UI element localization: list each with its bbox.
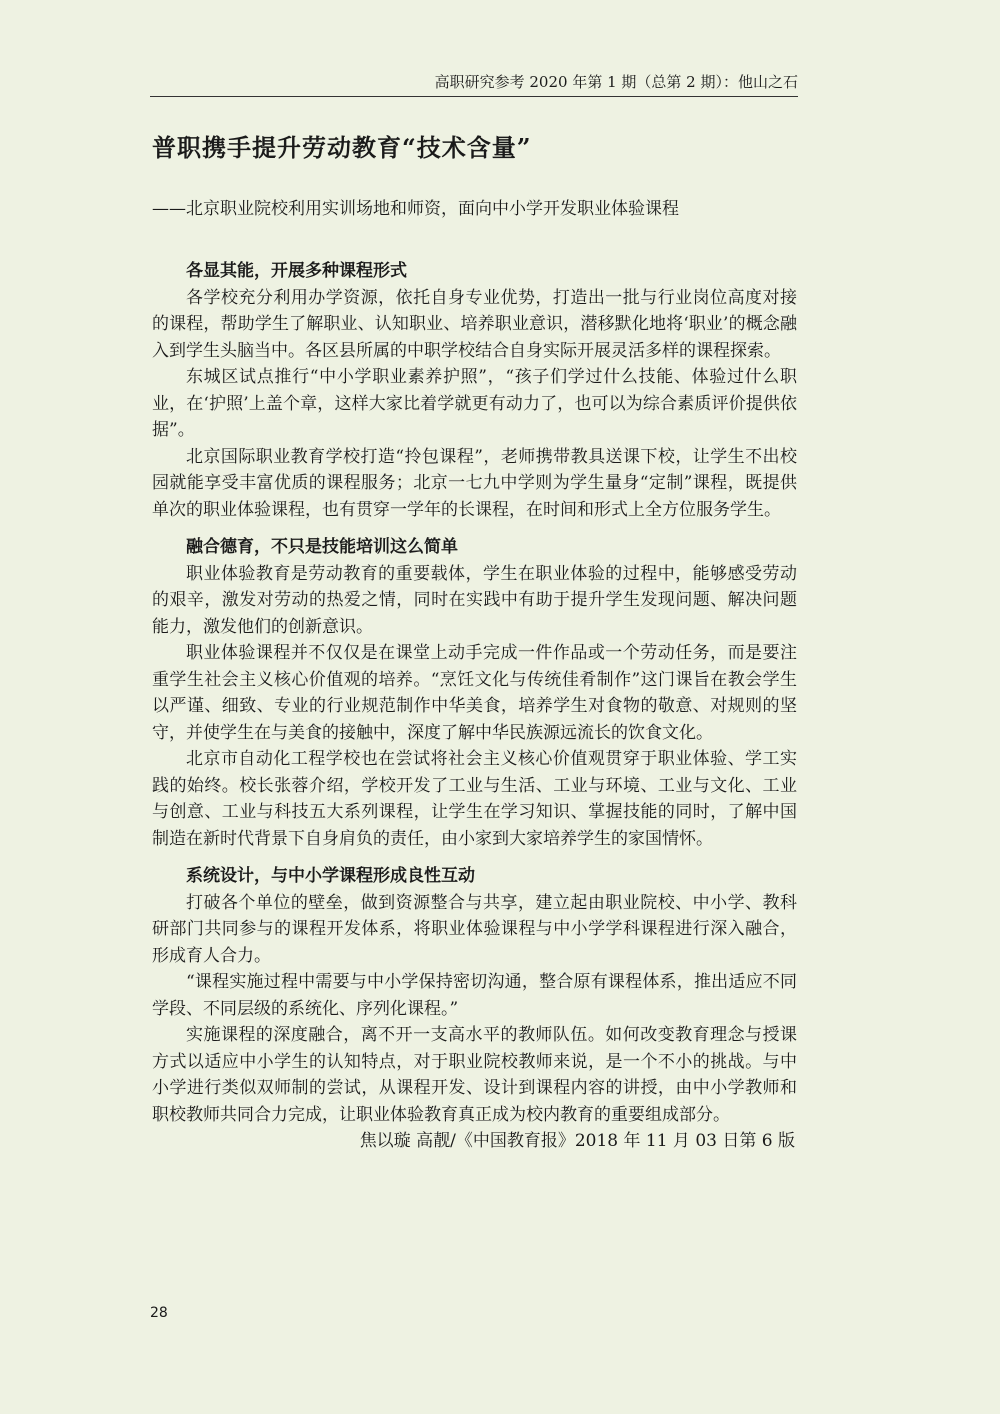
paragraph: 打破各个单位的壁垒，做到资源整合与共享，建立起由职业院校、中小学、教科研部门共同参与的课程开发体系，将职业体验课程与中小学学科课程进行深入融合，形成育人合力。 [152, 892, 797, 966]
paragraph: 实施课程的深度融合，离不开一支高水平的教师队伍。如何改变教育理念与授课方式以适应中小学生的认知特点，对于职业院校教师来说，是一个不小的挑战。与中小学进行类似双师制的尝试，从课程开发、设计到课程内容的讲授，由中小学教师和职校教师共同合力完成，让职业体验教育真正成为校内教育的重要组成部分。 [152, 1025, 797, 1125]
article-source: 焦以璇 高靓/《中国教育报》2018 年 11 月 03 日第 6 版 [359, 1131, 795, 1151]
section-heading: 融合德育，不只是技能培训这么简单 [186, 537, 458, 557]
section-heading: 系统设计，与中小学课程形成良性互动 [186, 866, 475, 886]
paragraph: 北京国际职业教育学校打造“拎包课程”，老师携带教具送课下校，让学生不出校园就能享受丰富优质的课程服务；北京一七九中学则为学生量身“定制”课程，既提供单次的职业体验课程，也有贯穿一学年的长课程，在时间和形式上全方位服务学生。 [152, 446, 797, 520]
article-subtitle: ——北京职业院校利用实训场地和师资，面向中小学开发职业体验课程 [152, 199, 679, 219]
section-gap [152, 852, 797, 863]
paragraph: 职业体验课程并不仅仅是在课堂上动手完成一件作品或一个劳动任务，而是要注重学生社会主义核心价值观的培养。“烹饪文化与传统佳肴制作”这门课旨在教会学生以严谨、细致、专业的行业规范制作中华美食，培养学生对食物的敬意、对规则的坚守，并使学生在与美食的接触中，深度了解中华民族源远流长的饮食文化。 [152, 643, 797, 743]
section-heading: 各显其能，开展多种课程形式 [186, 261, 407, 281]
article-body [152, 258, 797, 1155]
header-divider [150, 96, 798, 97]
paragraph: 北京市自动化工程学校也在尝试将社会主义核心价值观贯穿于职业体验、学工实践的始终。校长张蓉介绍，学校开发了工业与生活、工业与环境、工业与文化、工业与创意、工业与科技五大系列课程，让学生在学习知识、掌握技能的同时，了解中国制造在新时代背景下自身肩负的责任，由小家到大家培养学生的家国情怀。 [152, 749, 797, 849]
article-title: 普职携手提升劳动教育“技术含量” [152, 133, 532, 162]
paragraph: 职业体验教育是劳动教育的重要载体，学生在职业体验的过程中，能够感受劳动的艰辛，激发对劳动的热爱之情，同时在实践中有助于提升学生发现问题、解决问题能力，激发他们的创新意识。 [152, 563, 797, 637]
paragraph: 各学校充分利用办学资源，依托自身专业优势，打造出一批与行业岗位高度对接的课程，帮助学生了解职业、认知职业、培养职业意识，潜移默化地将‘职业’的概念融入到学生头脑当中。各区县所属的中职学校结合自身实际开展灵活多样的课程探索。 [152, 287, 797, 361]
page-number: 28 [150, 1305, 168, 1321]
paragraph: “课程实施过程中需要与中小学保持密切沟通，整合原有课程体系，推出适应不同学段、不同层级的系统化、序列化课程。” [152, 972, 797, 1019]
paragraph: 东城区试点推行“中小学职业素养护照”，“孩子们学过什么技能、体验过什么职业，在‘护照’上盖个章，这样大家比着学就更有动力了，也可以为综合素质评价提供依据”。 [152, 367, 797, 440]
section-gap [152, 523, 797, 534]
running-header: 高职研究参考 2020 年第 1 期（总第 2 期）：他山之石 [434, 73, 798, 91]
